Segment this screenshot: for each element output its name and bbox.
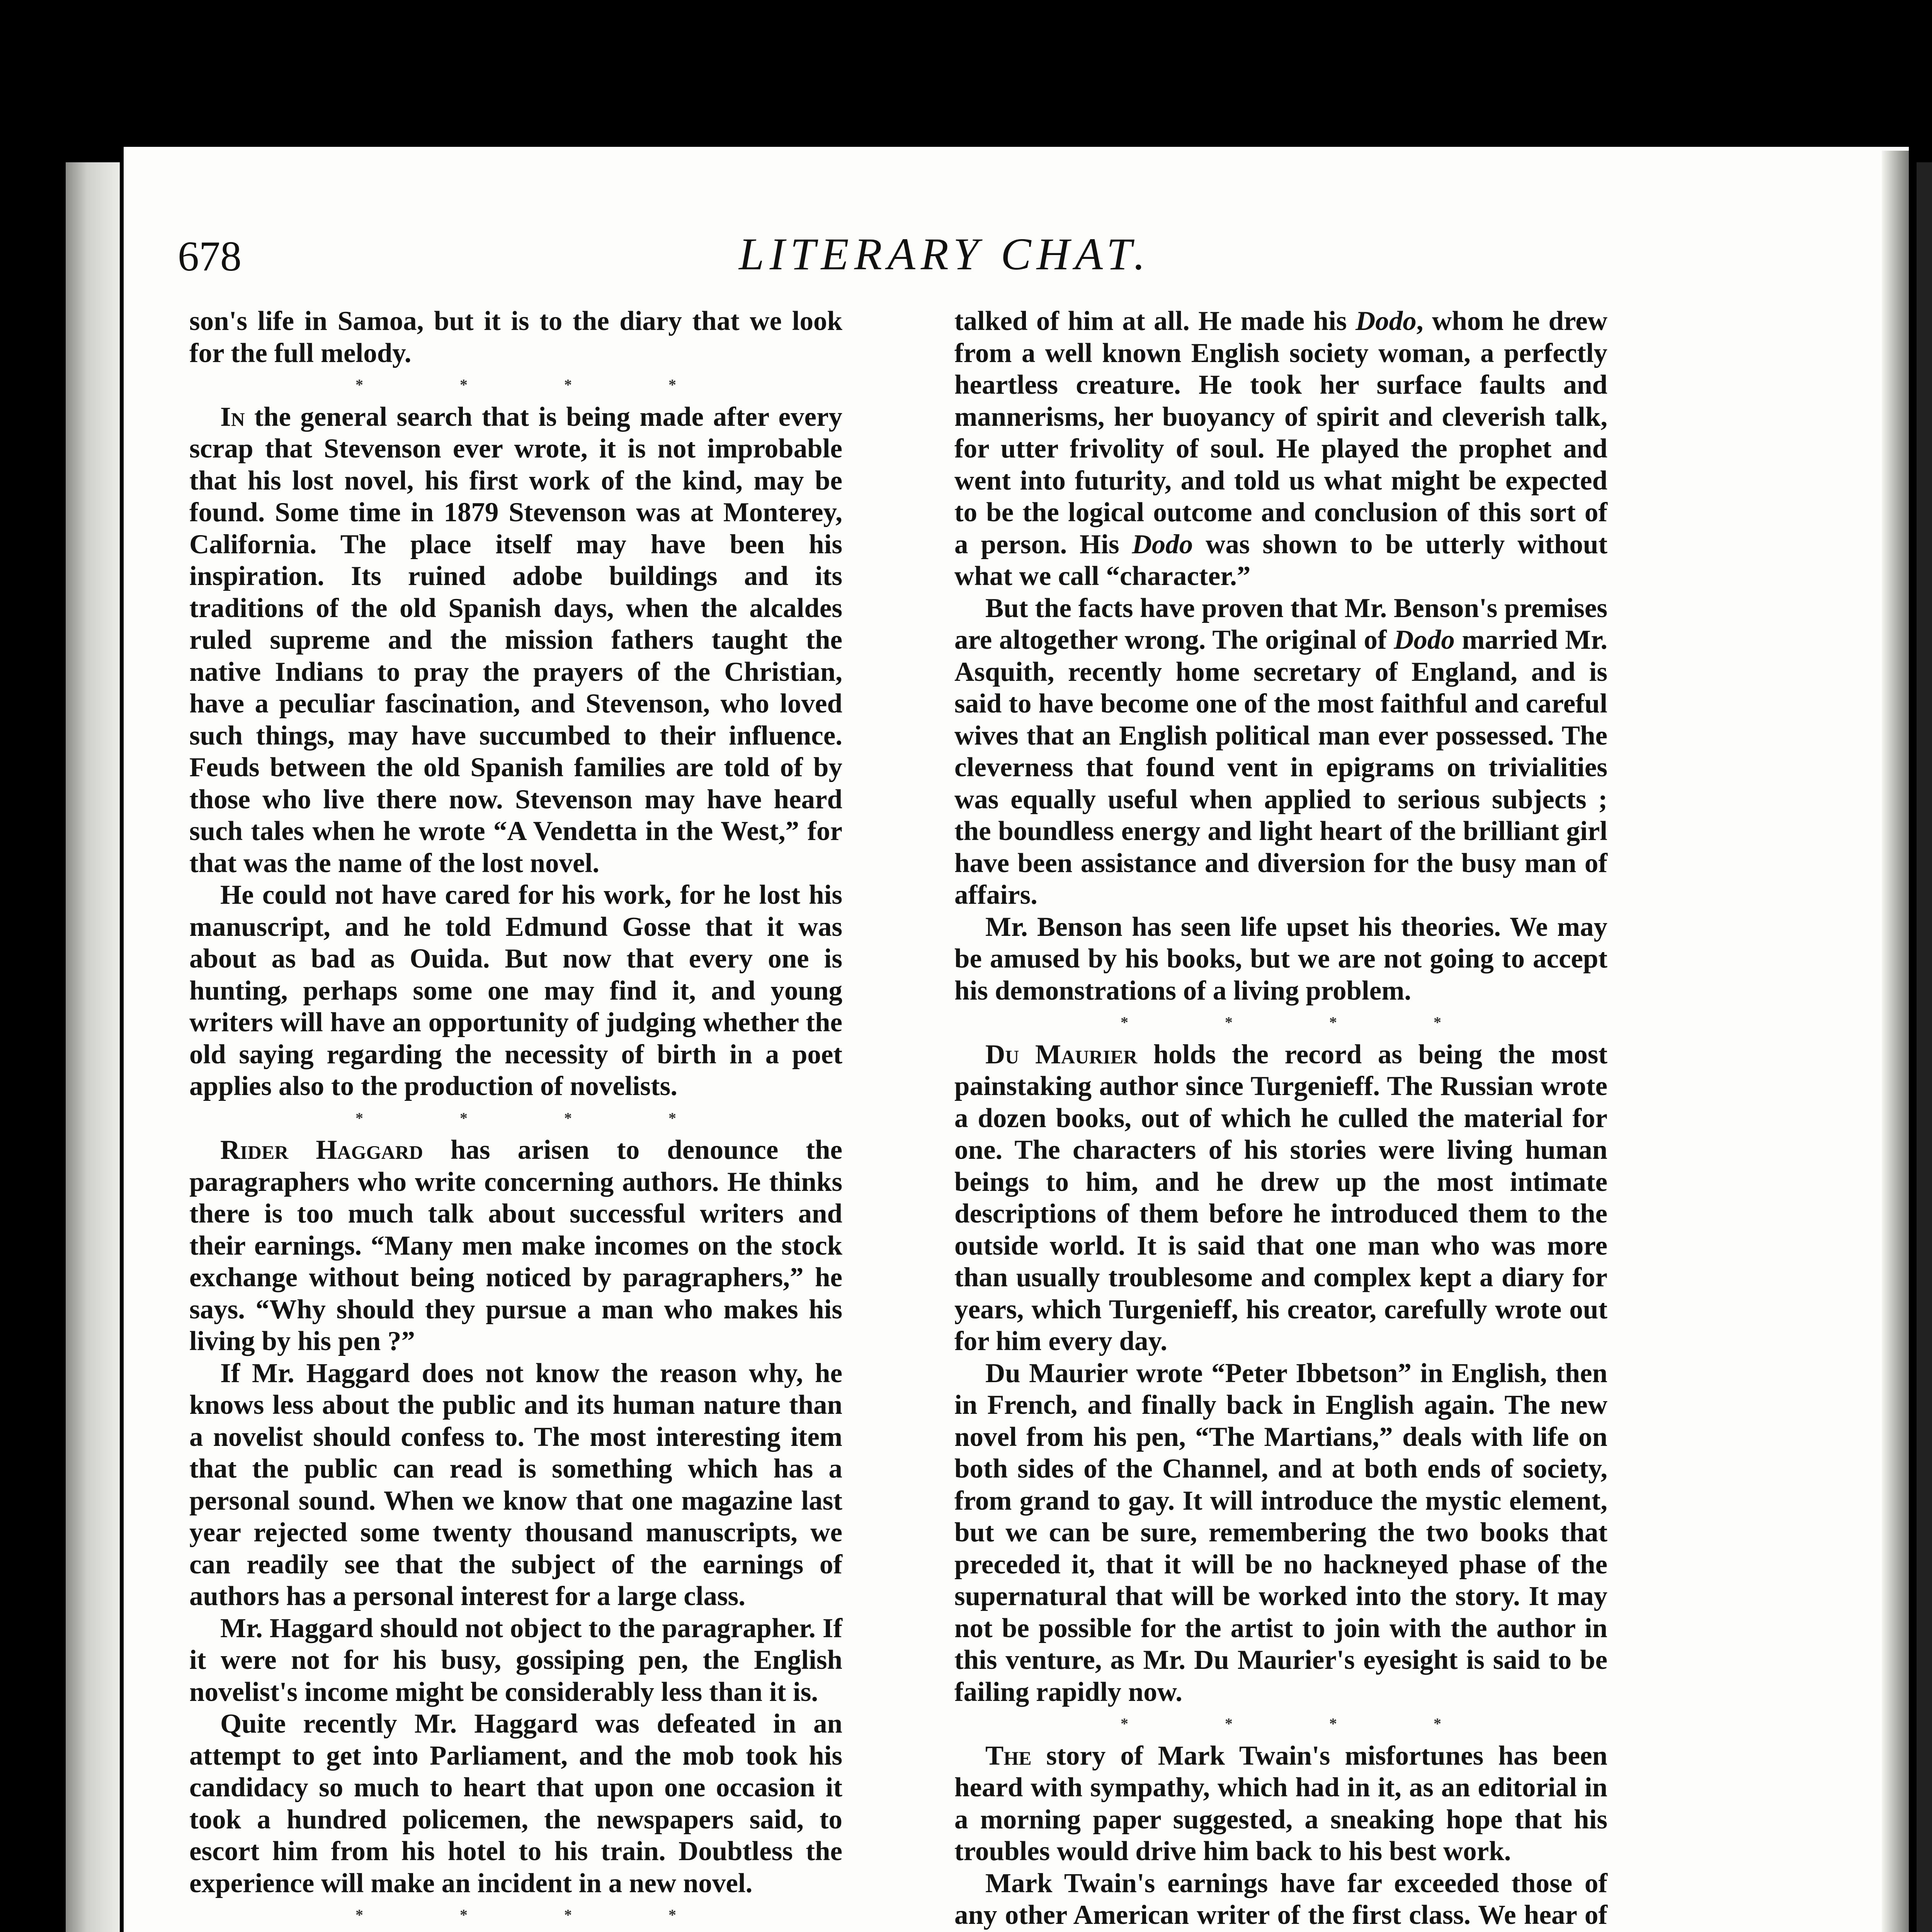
paragraph-text: , whom he drew from a well known English society woman, a perfectly heartless creature. He took her surface faults and mannerisms, her buoyancy of spirit and cleverish talk, for utter frivolity of soul. He played the prophet and went into futurity, and told us what might be expected to be the logical outcome and conclusion of this sort of a person. His [954,306,1607,560]
paragraph: Mark Twain's earnings have far exceeded those of any other American writer of the first class. We hear of [954,1868,1607,1930]
section-divider: * * * * [355,376,723,393]
paragraph: Du Maurier wrote “Peter Ibbetson” in English, then in French, and finally back in English again. The new novel from his pen, “The Martians,” deals with life on both sides of the Channel, and at both ends of society, from grand to gay. It will introduce the mystic element, but we can be sure, remembering the two books that preceded it, that it will be no hackneyed phase of the supernatural that will be worked into the story. It may not be possible for the artist to join with the author in this venture, as Mr. Du Maurier's eyesight is said to be failing rapidly now. [954,1358,1607,1707]
italic-title: Dodo [1355,306,1417,336]
paragraph-text: But the facts have proven that Mr. Benson's premises are altogether wrong. The original of [954,593,1608,655]
paragraph: He could not have cared for his work, for he lost his manuscript, and he told Edmund Gosse that it was about as bad as Ouida. But now that every one is hunting, perhaps some one may find it, and young writers will have an opportunity of judging whether the old saying regarding the necessity of birth in a poet applies also to the production of novelists. [189,880,842,1101]
lead-in: The [985,1740,1032,1771]
italic-title: Dodo [1394,625,1455,655]
paragraph-text: holds the record as being the most painstaking author since Turgenieff. The Russian wrote a dozen books, out of which he culled the material for one. The characters of his stories were living human beings to him, and he drew up the most intimate descriptions of them before he introduced them to the outside world. It is said that one man who was more than usually troublesome and complex kept a diary for years, which Turgenieff, his creator, carefully wrote out for him every day. [954,1039,1607,1356]
facing-page-edge [1917,162,1932,1932]
paragraph [954,1039,1607,1357]
paragraph [189,401,842,879]
paragraph: son's life in Samoa, but it is to the diary that we look for the full melody. [189,306,842,368]
page-left-edge [66,162,120,1932]
paragraph-text: was shown to be utterly without what we call “character.” [954,529,1607,591]
paragraph-text: talked of him at all. He made his [954,306,1356,336]
paragraph [954,1740,1607,1867]
section-divider: * * * * [1121,1014,1488,1031]
paragraph: Mr. Haggard should not object to the paragrapher. If it were not for his busy, gossiping pen, the English novelist's income might be considerably less than it is. [189,1613,842,1707]
lead-in: In [220,401,245,432]
paragraph [954,305,1607,592]
page-number: 678 [178,233,242,280]
section-divider: * * * * [355,1906,723,1923]
lead-in: Rider Haggard [220,1135,423,1165]
paragraph: If Mr. Haggard does not know the reason why, he knows less about the public and its human nature than a novelist should confess to. The most interesting item that the public can read is something which has a personal sound. When we know that one magazine last year rejected some twenty thousand manuscripts, we can readily see that the subject of the earnings of authors has a personal interest for a large class. [189,1358,842,1611]
paragraph-text: story of Mark Twain's misfortunes has been heard with sympathy, which had in it, as an editorial in a morning paper suggested, a sneaking hope that his troubles would drive him back to his best work. [954,1740,1607,1866]
paragraph-text: married Mr. Asquith, recently home secretary of England, and is said to have become one of the most faithful and careful wives that an English political man ever possessed. The cleverness that found vent in epigrams on trivialities was equally useful when applied to serious subjects ; the boundless energy and light heart of the brilliant girl have been assistance and diversion for the busy man of affairs. [954,625,1608,910]
running-head: LITERARY CHAT. [739,229,1151,279]
italic-title: Dodo [1132,529,1193,560]
lead-in: Du Maurier [985,1039,1138,1070]
page-header [178,185,1712,280]
paragraph [189,1134,842,1357]
left-column [189,305,842,1932]
paragraph: Mr. Benson has seen life upset his theories. We may be amused by his books, but we are not going to accept his demonstrations of a living problem. [954,912,1607,1006]
page-right-edge [1882,151,1909,1932]
paragraph [954,592,1607,911]
section-divider: * * * * [355,1109,723,1127]
paragraph-text: has arisen to denounce the paragraphers who write concerning authors. He thinks there is too much talk about successful writers and their earnings. “Many men make incomes on the stock exchange without being noticed by paragraphers,” he says. “Why should they pursue a man who makes his living by his pen ?” [189,1135,842,1356]
paragraph: Quite recently Mr. Haggard was defeated in an attempt to get into Parliament, and the mob took his candidacy so much to heart that upon one occasion it took a hundred policemen, the newspapers said, to escort him from his hotel to his train. Doubtless the experience will make an incident in a new novel. [189,1709,842,1898]
paragraph-text: the general search that is being made after every scrap that Stevenson ever wrote, it is not improbable that his lost novel, his first work of the kind, may be found. Some time in 1879 Stevenson was at Monterey, California. The place itself may have been his inspiration. Its ruined adobe buildings and its traditions of the old Spanish days, when the alcaldes ruled supreme and the mission fathers taught the native Indians to pray the prayers of the Christian, have a peculiar fascination, and Stevenson, who loved such things, may have succumbed to their influence. Feuds between the old Spanish families are told of by those who live there now. Stevenson may have heard such tales when he wrote “A Vendetta in the West,” for that was the name of the lost novel. [189,401,842,878]
right-column [954,305,1607,1932]
section-divider: * * * * [1121,1715,1488,1732]
